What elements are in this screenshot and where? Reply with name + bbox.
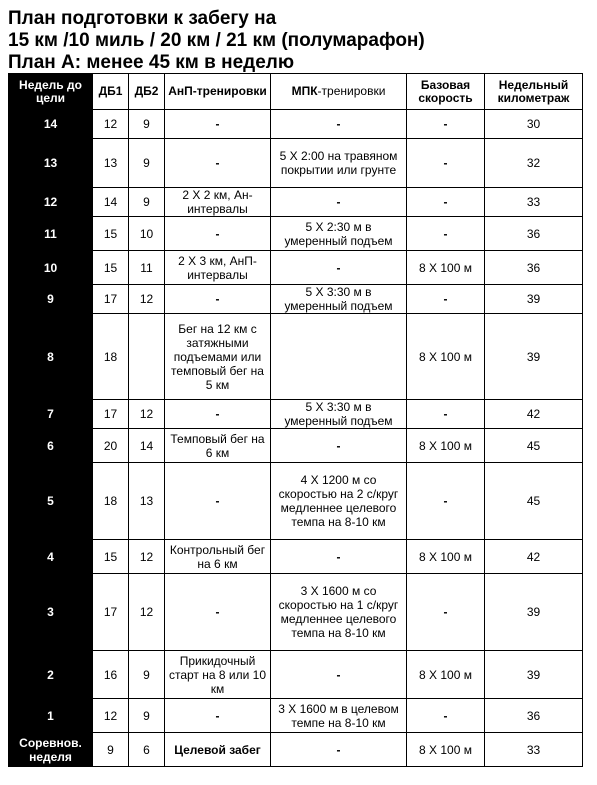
anp-cell: - [165, 139, 271, 188]
db1-cell: 13 [93, 139, 129, 188]
db1-cell: 12 [93, 699, 129, 733]
week-cell: 3 [9, 574, 93, 651]
anp-cell: 2 Х 2 км, Ан-интервалы [165, 188, 271, 217]
mpk-cell: - [271, 188, 407, 217]
mpk-cell: - [271, 429, 407, 463]
week-cell: 12 [9, 188, 93, 217]
weekly-km-cell: 36 [485, 217, 583, 251]
db2-cell: 14 [129, 429, 165, 463]
week-cell: 5 [9, 463, 93, 540]
table-row [9, 429, 583, 463]
document-header [8, 8, 588, 74]
db2-cell: 12 [129, 400, 165, 429]
weekly-km-cell: 45 [485, 463, 583, 540]
weekly-km-cell: 36 [485, 251, 583, 285]
table-row [9, 139, 583, 188]
header-db1: ДБ1 [93, 74, 129, 110]
training-plan-table [8, 73, 583, 767]
weekly-km-cell: 39 [485, 314, 583, 400]
weekly-km-cell: 42 [485, 540, 583, 574]
db1-cell: 18 [93, 463, 129, 540]
week-cell: 7 [9, 400, 93, 429]
base-speed-cell: - [407, 574, 485, 651]
week-cell: Соревнов. неделя [9, 733, 93, 767]
db1-cell: 17 [93, 574, 129, 651]
anp-cell: - [165, 285, 271, 314]
mpk-cell: - [271, 733, 407, 767]
anp-cell: - [165, 699, 271, 733]
week-cell: 13 [9, 139, 93, 188]
table-row [9, 651, 583, 699]
db1-cell: 17 [93, 285, 129, 314]
table-row [9, 540, 583, 574]
db1-cell: 14 [93, 188, 129, 217]
weekly-km-cell: 36 [485, 699, 583, 733]
mpk-cell: 3 Х 1600 м со скоростью на 1 с/круг медленнее целевого темпа на 8-10 км [271, 574, 407, 651]
week-cell: 1 [9, 699, 93, 733]
mpk-cell: - [271, 540, 407, 574]
header-anp: АнП-тренировки [165, 74, 271, 110]
week-cell: 8 [9, 314, 93, 400]
anp-cell: Целевой забег [165, 733, 271, 767]
table-row [9, 699, 583, 733]
base-speed-cell: 8 Х 100 м [407, 733, 485, 767]
db1-cell: 15 [93, 540, 129, 574]
header-base-speed: Базовая скорость [407, 74, 485, 110]
mpk-cell: - [271, 251, 407, 285]
anp-cell: Прикидочный старт на 8 или 10 км [165, 651, 271, 699]
title-line: План подготовки к забегу на [8, 8, 277, 29]
table-row [9, 110, 583, 139]
mpk-cell: 5 Х 2:30 м в умеренный подъем [271, 217, 407, 251]
header-mpk [271, 74, 407, 110]
db2-cell: 9 [129, 188, 165, 217]
db2-cell [129, 314, 165, 400]
db1-cell: 17 [93, 400, 129, 429]
anp-cell: - [165, 400, 271, 429]
anp-cell: Темповый бег на 6 км [165, 429, 271, 463]
table-row [9, 285, 583, 314]
header-mpk-bold: МПК [291, 84, 318, 98]
db2-cell: 9 [129, 651, 165, 699]
base-speed-cell: 8 Х 100 м [407, 314, 485, 400]
header-mpk-rest: -тренировки [317, 84, 386, 98]
mpk-cell: - [271, 110, 407, 139]
db1-cell: 15 [93, 217, 129, 251]
anp-cell: - [165, 463, 271, 540]
db2-cell: 12 [129, 540, 165, 574]
week-cell: 11 [9, 217, 93, 251]
week-cell: 2 [9, 651, 93, 699]
mpk-cell: 5 Х 3:30 м в умеренный подъем [271, 285, 407, 314]
db2-cell: 9 [129, 139, 165, 188]
mpk-cell: 3 Х 1600 м в целевом темпе на 8-10 км [271, 699, 407, 733]
table-header-row [9, 74, 583, 110]
base-speed-cell: - [407, 463, 485, 540]
anp-cell: - [165, 217, 271, 251]
anp-cell: - [165, 110, 271, 139]
weekly-km-cell: 33 [485, 733, 583, 767]
db1-cell: 15 [93, 251, 129, 285]
subtitle-distances: 15 км /10 миль / 20 км / 21 км (полумарафон) [8, 30, 425, 51]
header-db2: ДБ2 [129, 74, 165, 110]
db2-cell: 13 [129, 463, 165, 540]
anp-cell: Бег на 12 км с затяжными подъемами или темповый бег на 5 км [165, 314, 271, 400]
db2-cell: 9 [129, 110, 165, 139]
db2-cell: 9 [129, 699, 165, 733]
anp-cell: 2 Х 3 км, АнП-интервалы [165, 251, 271, 285]
weekly-km-cell: 39 [485, 574, 583, 651]
weekly-km-cell: 39 [485, 285, 583, 314]
mpk-cell: - [271, 651, 407, 699]
weekly-km-cell: 42 [485, 400, 583, 429]
header-weekly-km: Недельный километраж [485, 74, 583, 110]
db2-cell: 12 [129, 574, 165, 651]
table-row [9, 574, 583, 651]
table-row [9, 217, 583, 251]
anp-cell: Контрольный бег на 6 км [165, 540, 271, 574]
db2-cell: 12 [129, 285, 165, 314]
table-body [9, 110, 583, 767]
table-row [9, 314, 583, 400]
base-speed-cell: 8 Х 100 м [407, 429, 485, 463]
base-speed-cell: - [407, 400, 485, 429]
base-speed-cell: 8 Х 100 м [407, 251, 485, 285]
db1-cell: 12 [93, 110, 129, 139]
base-speed-cell: - [407, 110, 485, 139]
db2-cell: 6 [129, 733, 165, 767]
header-weeks: Недель до цели [9, 74, 93, 110]
db1-cell: 20 [93, 429, 129, 463]
base-speed-cell: - [407, 217, 485, 251]
db1-cell: 18 [93, 314, 129, 400]
base-speed-cell: - [407, 188, 485, 217]
weekly-km-cell: 45 [485, 429, 583, 463]
weekly-km-cell: 32 [485, 139, 583, 188]
table-row [9, 463, 583, 540]
db1-cell: 16 [93, 651, 129, 699]
base-speed-cell: - [407, 699, 485, 733]
db1-cell: 9 [93, 733, 129, 767]
base-speed-cell: 8 Х 100 м [407, 651, 485, 699]
db2-cell: 10 [129, 217, 165, 251]
week-cell: 10 [9, 251, 93, 285]
week-cell: 14 [9, 110, 93, 139]
weekly-km-cell: 39 [485, 651, 583, 699]
base-speed-cell: 8 Х 100 м [407, 540, 485, 574]
week-cell: 9 [9, 285, 93, 314]
week-cell: 6 [9, 429, 93, 463]
mpk-cell: 5 Х 2:00 на травяном покрытии или грунте [271, 139, 407, 188]
table-row [9, 400, 583, 429]
table-row [9, 188, 583, 217]
base-speed-cell: - [407, 139, 485, 188]
anp-cell: - [165, 574, 271, 651]
table-row [9, 251, 583, 285]
weekly-km-cell: 33 [485, 188, 583, 217]
mpk-cell: 4 Х 1200 м со скоростью на 2 с/круг медленнее целевого темпа на 8-10 км [271, 463, 407, 540]
base-speed-cell: - [407, 285, 485, 314]
mpk-cell [271, 314, 407, 400]
weekly-km-cell: 30 [485, 110, 583, 139]
week-cell: 4 [9, 540, 93, 574]
table-row [9, 733, 583, 767]
db2-cell: 11 [129, 251, 165, 285]
mpk-cell: 5 Х 3:30 м в умеренный подъем [271, 400, 407, 429]
plan-label: План А: менее 45 км в неделю [8, 52, 295, 73]
